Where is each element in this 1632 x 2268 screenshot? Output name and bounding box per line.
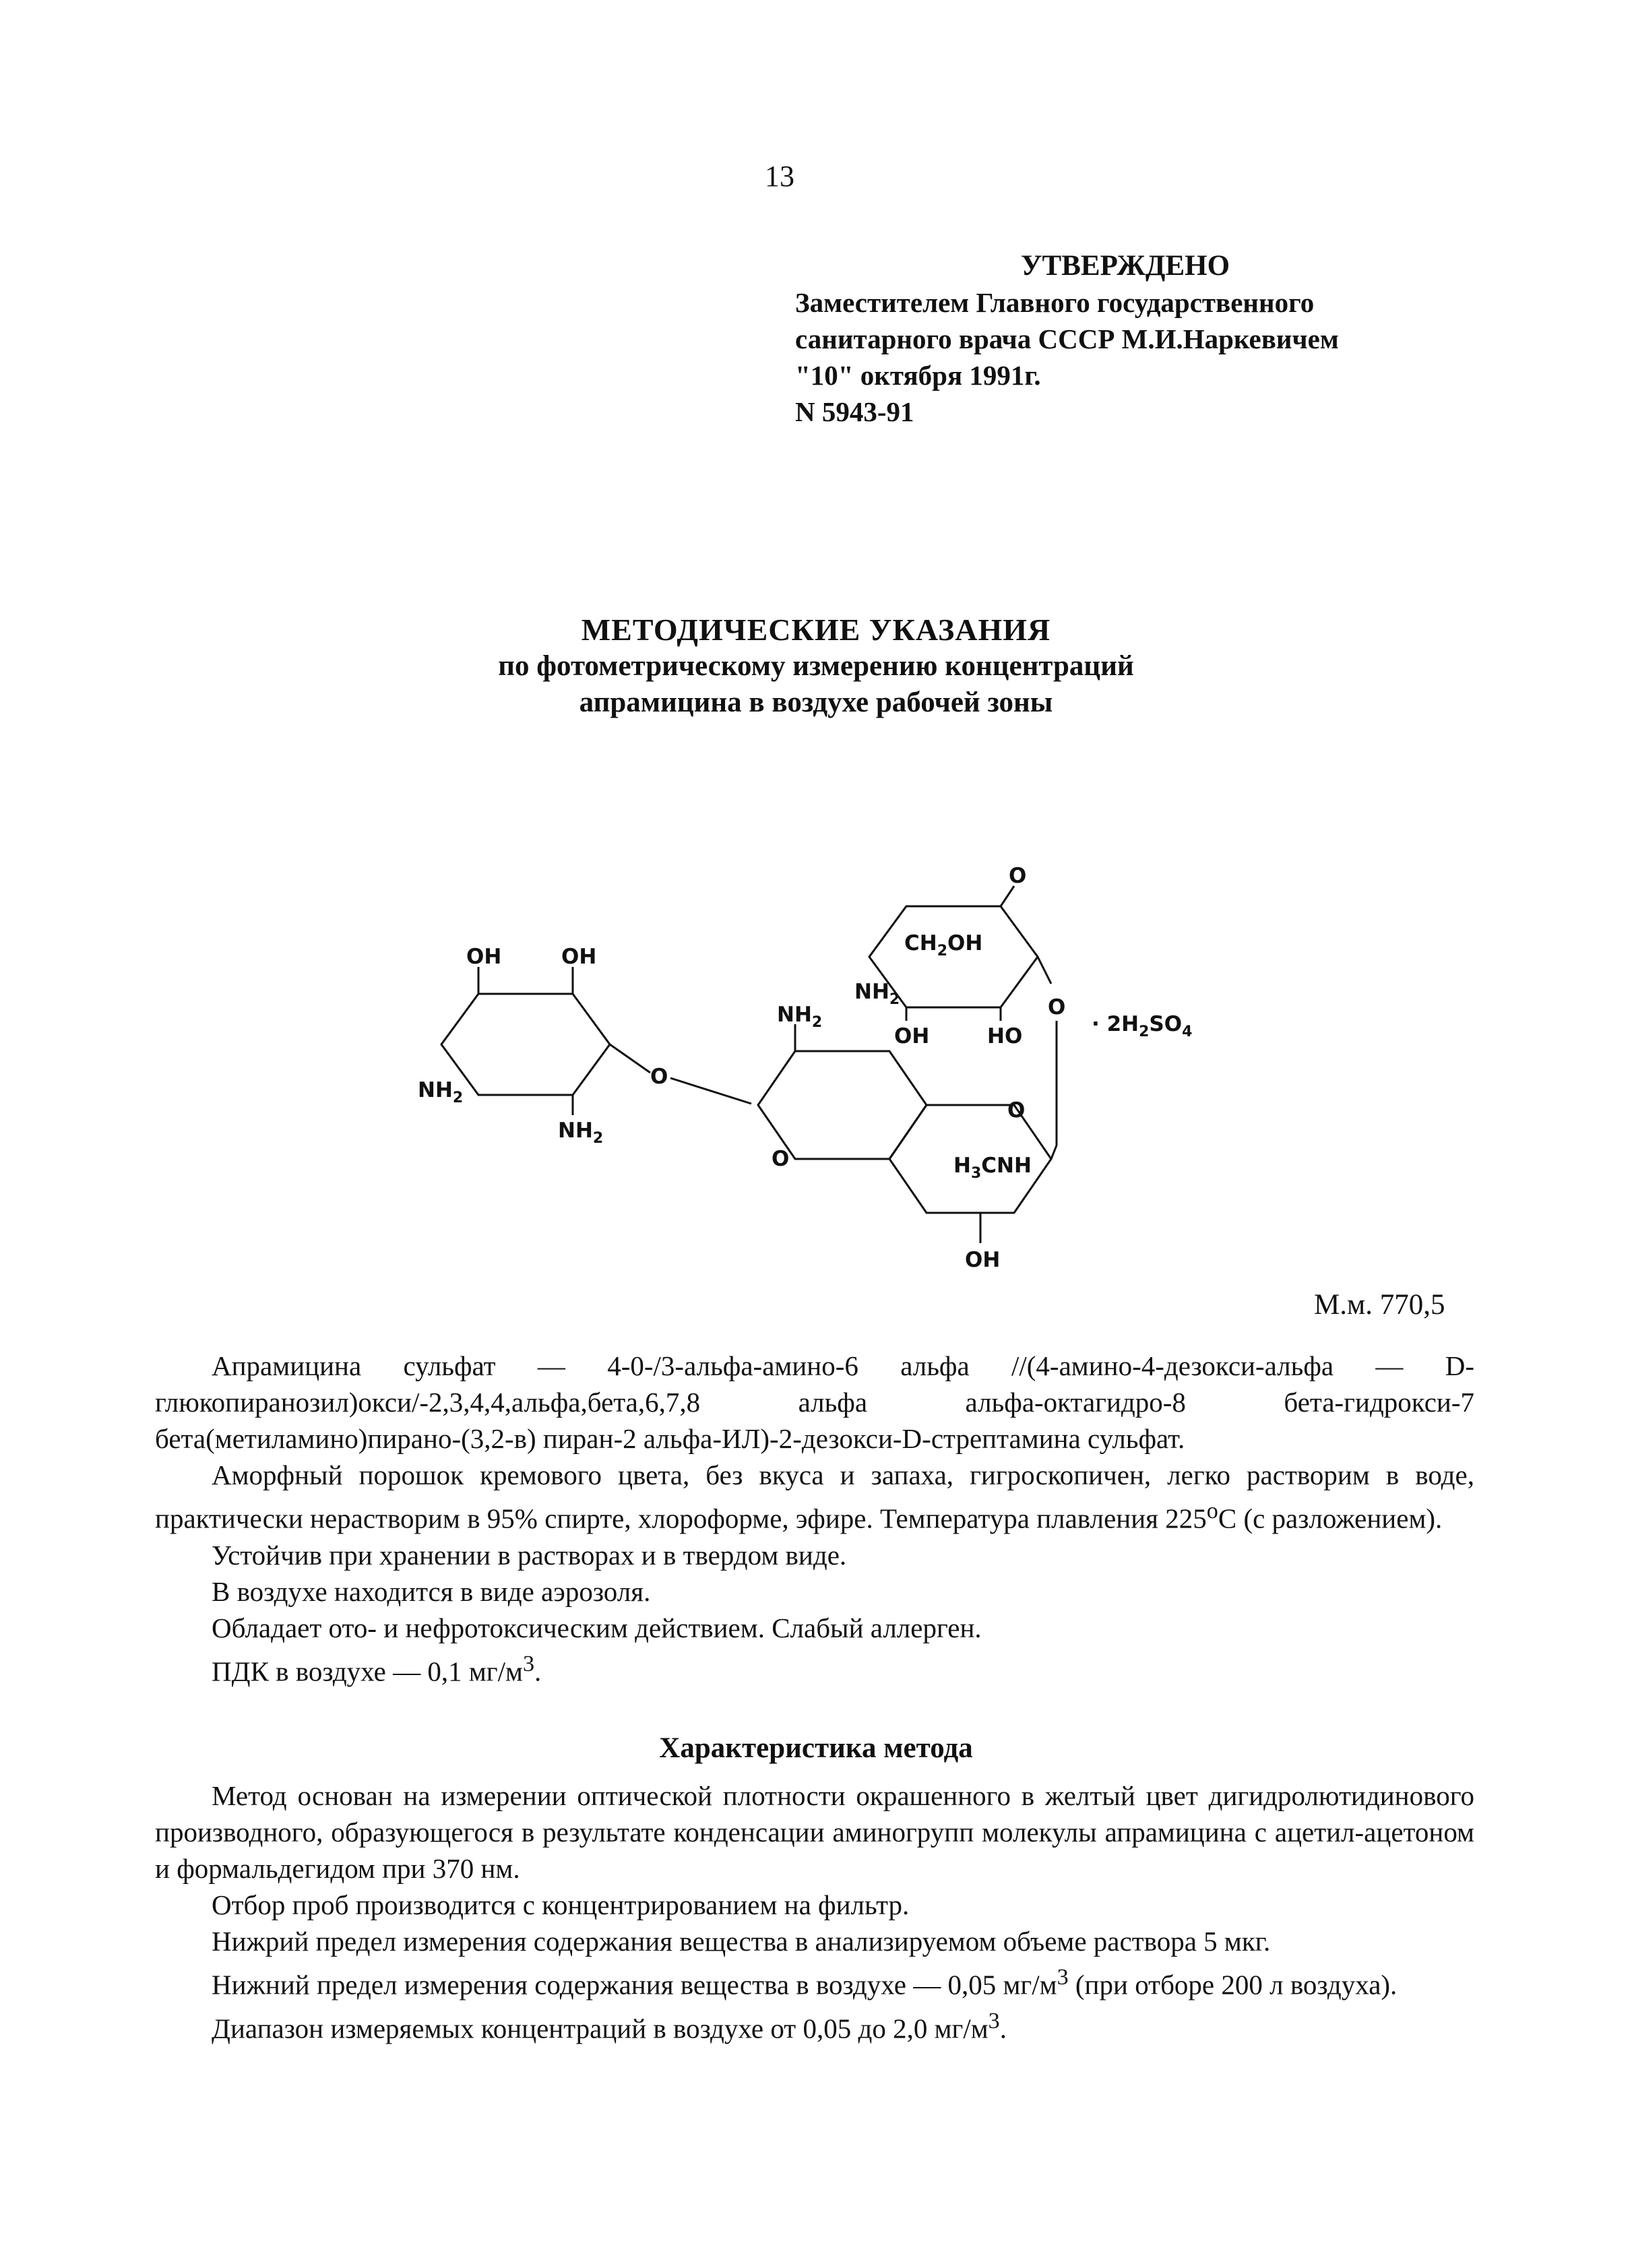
paragraph-lower-limit-solution: Нижрий предел измерения содержания вещества в анализируемом объеме раствора 5 мкг. bbox=[212, 1926, 1271, 1957]
sulfate-text: · 2H bbox=[1092, 1012, 1139, 1036]
sulfate-label bbox=[1092, 1012, 1192, 1040]
o-label: O bbox=[1009, 864, 1027, 888]
o-label: O bbox=[1048, 995, 1066, 1019]
title-subline: по фотометрическому измерению концентраций bbox=[498, 650, 1134, 682]
paragraph-properties bbox=[155, 1457, 1474, 1537]
text: . bbox=[999, 2013, 1007, 2044]
section-title: Характеристика метода bbox=[659, 1732, 973, 1764]
oh-label: OH bbox=[965, 1248, 1001, 1272]
ch-text: CH bbox=[904, 931, 937, 955]
cnh-text: CNH bbox=[981, 1154, 1032, 1178]
ch2oh-label bbox=[904, 931, 982, 959]
paragraph-lower-limit-air bbox=[155, 1959, 1474, 2003]
nh-text: NH bbox=[854, 980, 889, 1004]
subscript: 2 bbox=[1139, 1023, 1150, 1040]
superscript: 3 bbox=[522, 1651, 535, 1676]
oh-label: OH bbox=[894, 1024, 930, 1048]
text: С (с разложением). bbox=[1218, 1503, 1443, 1534]
subscript: 3 bbox=[970, 1165, 982, 1182]
paragraph-mac bbox=[155, 1646, 1474, 1690]
description-block bbox=[155, 1348, 1474, 1689]
paragraph-name: Апрамицина сульфат — 4-0-/3-альфа-амино-6 альфа //(4-амино-4-дезокси-альфа — D-глюкопиранозил)окси/-2,3,4,4,альфа,бета,6,7,8 альфа альфа-октагидро-8 бета-гидрокси-7 бета(метиламино)пирано-(3,2-в) пиран-2 альфа-ИЛ)-2-дезокси-D-стрептамина сульфат. bbox=[155, 1350, 1474, 1454]
bond bbox=[1051, 1145, 1057, 1159]
approval-line: санитарного врача СССР М.И.Наркевичем bbox=[795, 323, 1339, 354]
nh2-label bbox=[558, 1119, 603, 1147]
molar-mass: М.м. 770,5 bbox=[1314, 1289, 1445, 1321]
o-label: O bbox=[1007, 1098, 1026, 1123]
paragraph-aerosol: В воздухе находится в виде аэрозоля. bbox=[212, 1575, 651, 1607]
nh-text: NH bbox=[777, 1003, 812, 1027]
nh-text: NH bbox=[418, 1078, 453, 1102]
subscript: 2 bbox=[811, 1014, 823, 1031]
approval-line: Заместителем Главного государственного bbox=[795, 287, 1315, 318]
paragraph-toxicity: Обладает ото- и нефротоксическим действием. Слабый аллерген. bbox=[212, 1612, 982, 1643]
text: ПДК в воздухе — 0,1 мг/м bbox=[212, 1656, 523, 1687]
h3cnh-label bbox=[953, 1154, 1032, 1182]
oh-label: OH bbox=[561, 945, 597, 969]
text: (при отборе 200 л воздуха). bbox=[1068, 1969, 1398, 2001]
bond bbox=[610, 1044, 650, 1073]
subscript: 2 bbox=[937, 943, 948, 959]
subscript: 2 bbox=[592, 1130, 604, 1147]
text: Нижний предел измерения содержания вещества в воздухе — 0,05 мг/м bbox=[212, 1969, 1057, 2001]
h-text: H bbox=[953, 1154, 971, 1178]
title-main: МЕТОДИЧЕСКИЕ УКАЗАНИЯ bbox=[581, 612, 1051, 647]
oh-text: OH bbox=[947, 931, 983, 955]
oh-label: OH bbox=[466, 945, 502, 969]
paragraph-range bbox=[155, 2003, 1474, 2047]
structural-formula bbox=[404, 856, 1267, 1272]
subscript: 4 bbox=[1182, 1023, 1193, 1040]
ring-left bbox=[441, 994, 610, 1095]
o-label: O bbox=[650, 1065, 668, 1089]
document-title bbox=[0, 612, 1632, 721]
paragraph-sampling: Отбор проб производится с концентрированием на фильтр. bbox=[212, 1889, 910, 1920]
bond bbox=[1001, 886, 1014, 906]
paragraph-stability: Устойчив при хранении в растворах и в твердом виде. bbox=[212, 1539, 847, 1571]
ho-label: HO bbox=[987, 1024, 1023, 1048]
approval-number: N 5943-91 bbox=[795, 396, 914, 427]
bond bbox=[1038, 957, 1051, 984]
nh-text: NH bbox=[558, 1119, 593, 1143]
text: Аморфный порошок кремового цвета, без вкуса и запаха, гигроскопичен, легко растворим в воде, практически нерастворим в 95% спирте, хлороформе, эфире. Температура плавления 225 bbox=[155, 1459, 1474, 1534]
superscript: о bbox=[1206, 1499, 1218, 1523]
text: Диапазон измеряемых концентраций в воздухе от 0,05 до 2,0 мг/м bbox=[212, 2013, 988, 2044]
nh2-label bbox=[777, 1003, 822, 1031]
title-subline: апрамицина в воздухе рабочей зоны bbox=[579, 687, 1053, 718]
subscript: 2 bbox=[452, 1090, 464, 1106]
superscript: 3 bbox=[988, 2008, 1000, 2034]
subscript: 2 bbox=[889, 991, 900, 1008]
o-label: O bbox=[772, 1147, 790, 1171]
nh2-label bbox=[418, 1078, 463, 1106]
nh2-label bbox=[854, 980, 900, 1008]
approval-title: УТВЕРЖДЕНО bbox=[1021, 250, 1230, 282]
method-block bbox=[155, 1777, 1474, 2046]
so-text: SO bbox=[1149, 1012, 1183, 1036]
text: . bbox=[534, 1656, 542, 1687]
superscript: 3 bbox=[1057, 1965, 1069, 1990]
paragraph-principle: Метод основан на измерении оптической плотности окрашенного в желтый цвет дигидролютидинового производного, образующегося в результате конденсации аминогрупп молекулы апрамицина с ацетил-ацетоном и формальдегидом при 370 нм. bbox=[155, 1780, 1474, 1884]
approval-date: "10" октября 1991г. bbox=[795, 360, 1041, 391]
approval-block bbox=[795, 248, 1339, 430]
bond bbox=[670, 1078, 751, 1104]
page-number: 13 bbox=[765, 160, 794, 193]
